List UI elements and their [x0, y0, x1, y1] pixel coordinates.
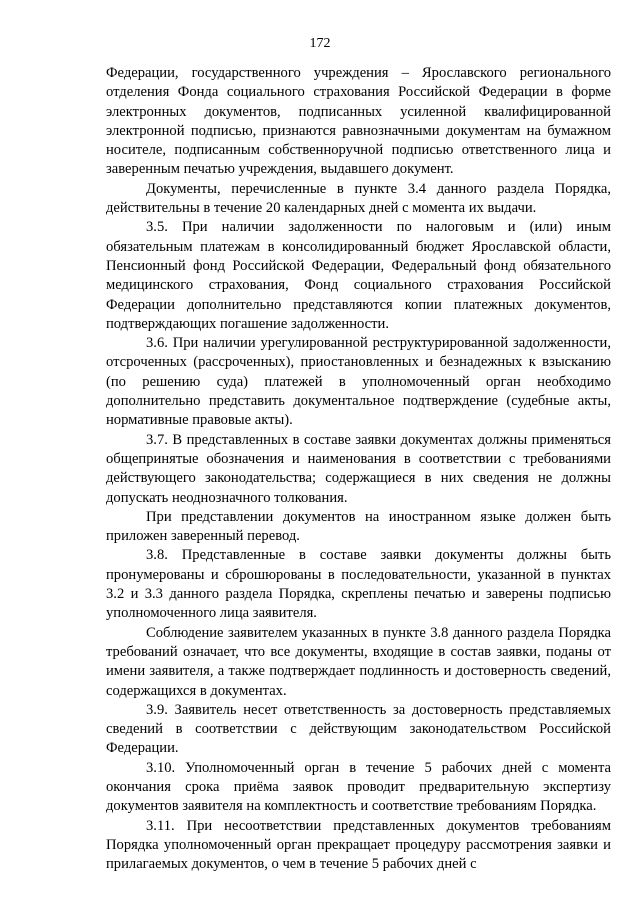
paragraph-3-5: 3.5. При наличии задолженности по налоговым и (или) иным обязательным платежам в консолидированный бюджет Ярославской области, Пенсионный фонд Российской Федерации, Федеральный фонд обязательного медицинского страхования, Фонд социального страхования Российской Федерации дополнительно представляются копии платежных документов, подтверждающих погашение задолженности. — [106, 219, 611, 332]
page-number: 172 — [309, 36, 331, 51]
paragraph-3-8: 3.8. Представленные в составе заявки документы должны быть пронумерованы и сброшюрованы в последовательности, указанной в пунктах 3.2 и 3.3 данного раздела Порядка, скреплены печатью и заверены подписью уполномоченного лица заявителя. — [106, 547, 611, 622]
paragraph-foreign-language: При представлении документов на иностранном языке должен быть приложен заверенный перевод. — [106, 508, 611, 545]
paragraph-3-11: 3.11. При несоответствии представленных документов требованиям Порядка уполномоченный орган прекращает процедуру рассмотрения заявки и прилагаемых документов, о чем в течение 5 рабочих дней с — [106, 817, 611, 873]
paragraph-documents-validity: Документы, перечисленные в пункте 3.4 данного раздела Порядка, действительны в течение 20 календарных дней с момента их выдачи. — [106, 180, 611, 217]
paragraph-3-6: 3.6. При наличии урегулированной реструктурированной задолженности, отсроченных (рассроченных), приостановленных и безнадежных к взысканию (по решению суда) платежей в уполномоченный орган необходимо дополнительно представить документальное подтверждение (судебные акты, нормативные правовые акты). — [106, 335, 611, 429]
paragraph-3-7: 3.7. В представленных в составе заявки документах должны применяться общепринятые обозначения и наименования в соответствии с требованиями действующего законодательства; содержащиеся в них сведения не должны допускать неоднозначного толкования. — [106, 431, 611, 506]
paragraph-3-9: 3.9. Заявитель несет ответственность за достоверность представляемых сведений в соответствии с действующим законодательством Российской Федерации. — [106, 701, 611, 757]
paragraph-3-10: 3.10. Уполномоченный орган в течение 5 рабочих дней с момента окончания срока приёма заявок проводит предварительную экспертизу документов заявителя на комплектность и соответствие требованиям Порядка. — [106, 759, 611, 815]
document-body — [106, 64, 611, 874]
paragraph-continuation: Федерации, государственного учреждения – Ярославского регионального отделения Фонда социального страхования Российской Федерации в форме электронных документов, подписанных усиленной квалифицированной электронной подписью, признаются равнозначными документам на бумажном носителе, подписанным собственноручной подписью ответственного лица и заверенным печатью учреждения, выдавшего документ. — [106, 65, 611, 178]
paragraph-compliance: Соблюдение заявителем указанных в пункте 3.8 данного раздела Порядка требований означает, что все документы, входящие в состав заявки, поданы от имени заявителя, а также подтверждает подлинность и достоверность сведений, содержащихся в документах. — [106, 624, 611, 699]
